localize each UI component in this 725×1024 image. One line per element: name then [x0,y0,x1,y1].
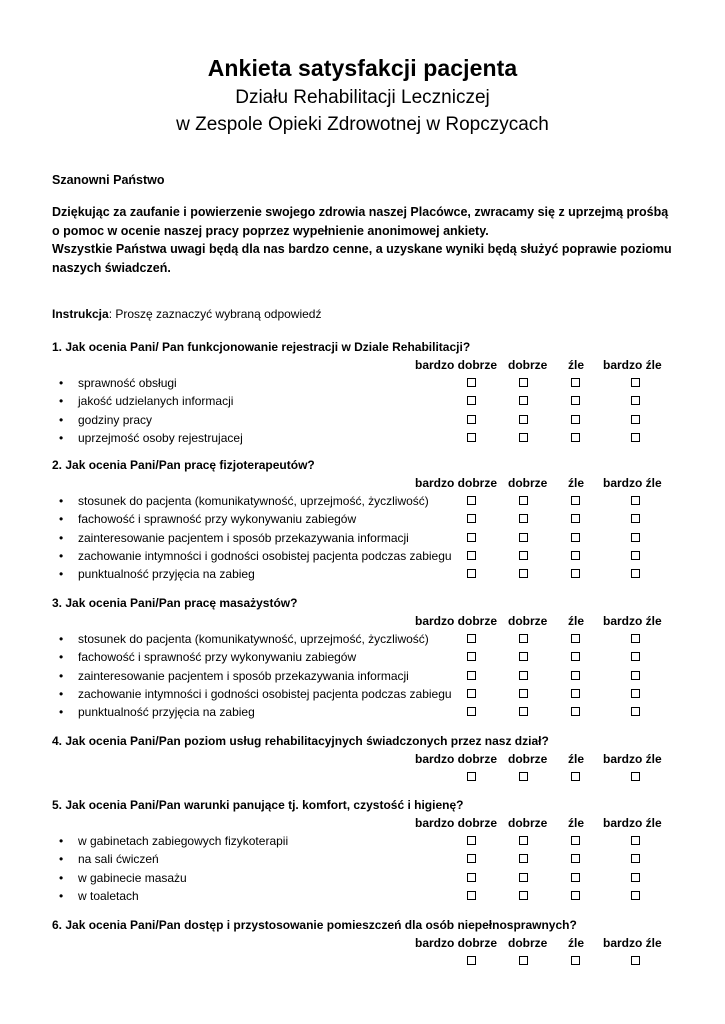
checkbox-very-good[interactable] [467,891,476,900]
checkbox-very-good[interactable] [467,396,476,405]
scale-label-good: dobrze [508,614,548,628]
checkbox-very-bad[interactable] [631,689,640,698]
question-row [52,630,672,648]
question-section [52,338,672,447]
checkbox-very-bad[interactable] [631,772,640,781]
question-row [52,529,672,547]
question-item-label: zachowanie intymności i godności osobistej pacjenta podczas zabiegu [78,686,452,701]
scale-label-very-good: bardzo dobrze [415,936,498,950]
question-item-label: sprawność obsługi [78,376,177,390]
checkbox-bad[interactable] [571,671,580,680]
scale-label-good: dobrze [508,752,548,766]
checkbox-very-bad[interactable] [631,873,640,882]
bullet-icon: • [59,650,64,665]
question-section [52,796,672,905]
scale-label-very-good: bardzo dobrze [415,816,498,830]
checkbox-good[interactable] [519,415,528,424]
question-item-label: stosunek do pacjenta (komunikatywność, uprzejmość, życzliwość) [78,494,429,508]
scale-label-good: dobrze [508,358,548,372]
question-row [52,565,672,583]
question-item-label: jakość udzielanych informacji [78,394,234,409]
checkbox-bad[interactable] [571,415,580,424]
checkbox-good[interactable] [519,433,528,442]
scale-label-good: dobrze [508,816,548,830]
scale-label-very-good: bardzo dobrze [415,358,498,372]
question-row [52,392,672,410]
question-row [52,667,672,685]
question-row [52,648,672,666]
checkbox-good[interactable] [519,514,528,523]
intro-paragraph [52,203,682,277]
checkbox-good[interactable] [519,671,528,680]
question-row [52,685,672,703]
bullet-icon: • [59,632,64,646]
scale-label-good: dobrze [508,476,548,490]
question-item-label: w gabinetach zabiegowych fizykoterapii [78,834,289,848]
checkbox-very-good[interactable] [467,873,476,882]
scale-label-bad: źle [568,816,585,830]
scale-label-good: dobrze [508,936,548,950]
checkbox-bad[interactable] [571,956,580,965]
rating-scale-header [52,612,672,630]
checkbox-bad[interactable] [571,873,580,882]
question-item-label: fachowość i sprawność przy wykonywaniu zabiegów [78,512,357,527]
checkbox-bad[interactable] [571,652,580,661]
checkbox-good[interactable] [519,689,528,698]
question-item-label: w gabinecie masażu [78,870,187,885]
scale-label-very-bad: bardzo źle [603,358,662,372]
question-item-label: zainteresowanie pacjentem i sposób przekazywania informacji [78,530,409,545]
question-item-label: godziny pracy [78,412,153,427]
checkbox-good[interactable] [519,533,528,542]
instruction-label: Instrukcja [52,307,109,321]
question-section [52,732,672,786]
checkbox-bad[interactable] [571,433,580,442]
bullet-icon: • [59,705,64,720]
bullet-icon: • [59,834,64,848]
question-row [52,850,672,868]
question-title: 3. Jak ocenia Pani/Pan pracę masażystów? [52,596,298,610]
question-row [52,510,672,528]
checkbox-bad[interactable] [571,533,580,542]
checkbox-very-bad[interactable] [631,891,640,900]
intro-line: Dziękując za zaufanie i powierzenie swojego zdrowia naszej Placówce, zwracamy się z uprzejmą prośbą [52,205,669,219]
intro-line: Wszystkie Państwa uwagi będą dla nas bardzo cenne, a uzyskane wyniki będą służyć poprawie poziomu [52,242,672,256]
scale-label-bad: źle [568,614,585,628]
checkbox-good[interactable] [519,836,528,845]
checkbox-bad[interactable] [571,378,580,387]
question-item-label: zainteresowanie pacjentem i sposób przekazywania informacji [78,668,409,683]
bullet-icon: • [59,852,64,867]
scale-label-bad: źle [568,476,585,490]
question-item-label: punktualność przyjęcia na zabieg [78,705,255,720]
scale-label-very-good: bardzo dobrze [415,476,498,490]
rating-scale-header [52,474,672,492]
checkbox-very-good[interactable] [467,707,476,716]
checkbox-very-bad[interactable] [631,514,640,523]
checkbox-very-bad[interactable] [631,533,640,542]
checkbox-good[interactable] [519,496,528,505]
page-subtitle-department: Działu Rehabilitacji Leczniczej [235,87,490,108]
checkbox-bad[interactable] [571,496,580,505]
checkbox-very-bad[interactable] [631,415,640,424]
bullet-icon: • [59,668,64,683]
checkbox-bad[interactable] [571,551,580,560]
question-row [52,492,672,510]
checkbox-very-good[interactable] [467,551,476,560]
scale-label-bad: źle [568,358,585,372]
checkbox-bad[interactable] [571,772,580,781]
question-row [52,703,672,721]
checkbox-very-good[interactable] [467,652,476,661]
greeting: Szanowni Państwo [52,173,165,187]
question-row [52,374,672,392]
instruction [52,307,321,321]
checkbox-very-bad[interactable] [631,569,640,578]
question-item-label: fachowość i sprawność przy wykonywaniu zabiegów [78,650,357,665]
scale-label-very-bad: bardzo źle [603,476,662,490]
scale-label-bad: źle [568,936,585,950]
question-item-label: stosunek do pacjenta (komunikatywność, uprzejmość, życzliwość) [78,632,429,646]
bullet-icon: • [59,494,64,508]
intro-line: o pomoc w ocenie naszej pracy poprzez wypełnienie anonimowej ankiety. [52,223,489,238]
checkbox-very-bad[interactable] [631,396,640,405]
question-item-label: na sali ćwiczeń [78,852,159,867]
bullet-icon: • [59,548,64,563]
checkbox-bad[interactable] [571,836,580,845]
bullet-icon: • [59,567,64,582]
question-item-label: uprzejmość osoby rejestrujacej [78,430,243,445]
checkbox-very-good[interactable] [467,671,476,680]
question-row [52,429,672,447]
checkbox-very-good[interactable] [467,836,476,845]
scale-label-very-bad: bardzo źle [603,816,662,830]
checkbox-bad[interactable] [571,634,580,643]
question-section [52,594,672,721]
checkbox-bad[interactable] [571,689,580,698]
question-row [52,411,672,429]
question-item-label: punktualność przyjęcia na zabieg [78,567,255,582]
question-row [52,547,672,565]
checkbox-very-good[interactable] [467,533,476,542]
question-row [52,832,672,850]
checkbox-very-good[interactable] [467,496,476,505]
question-title: 2. Jak ocenia Pani/Pan pracę fizjoterapeutów? [52,458,315,472]
instruction-text: : Proszę zaznaczyć wybraną odpowiedź [108,307,322,321]
checkbox-very-good[interactable] [467,514,476,523]
checkbox-very-bad[interactable] [631,836,640,845]
checkbox-good[interactable] [519,551,528,560]
question-title: 1. Jak ocenia Pani/ Pan funkcjonowanie rejestracji w Dziale Rehabilitacji? [52,340,471,354]
checkbox-very-good[interactable] [467,772,476,781]
checkbox-bad[interactable] [571,514,580,523]
checkbox-very-good[interactable] [467,569,476,578]
checkbox-bad[interactable] [571,707,580,716]
bullet-icon: • [59,376,64,390]
checkbox-very-good[interactable] [467,415,476,424]
checkbox-bad[interactable] [571,891,580,900]
bullet-icon: • [59,870,64,885]
checkbox-very-good[interactable] [467,689,476,698]
rating-scale-header [52,356,672,374]
bullet-icon: • [59,512,64,527]
checkbox-good[interactable] [519,378,528,387]
checkbox-good[interactable] [519,652,528,661]
question-row [52,768,672,786]
checkbox-very-bad[interactable] [631,671,640,680]
checkbox-good[interactable] [519,634,528,643]
scale-label-very-good: bardzo dobrze [415,752,498,766]
scale-label-bad: źle [568,752,585,766]
bullet-icon: • [59,412,64,427]
checkbox-very-bad[interactable] [631,551,640,560]
scale-label-very-bad: bardzo źle [603,936,662,950]
question-row [52,869,672,887]
checkbox-bad[interactable] [571,569,580,578]
checkbox-very-bad[interactable] [631,433,640,442]
rating-scale-header [52,750,672,768]
question-item-label: w toaletach [78,888,139,903]
title-block [0,52,725,138]
rating-scale-header [52,934,672,952]
checkbox-very-bad[interactable] [631,378,640,387]
checkbox-good[interactable] [519,772,528,781]
checkbox-good[interactable] [519,569,528,578]
checkbox-very-bad[interactable] [631,634,640,643]
question-item-label: zachowanie intymności i godności osobistej pacjenta podczas zabiegu [78,548,452,563]
bullet-icon: • [59,394,64,409]
bullet-icon: • [59,530,64,545]
bullet-icon: • [59,430,64,445]
checkbox-good[interactable] [519,854,528,863]
checkbox-very-bad[interactable] [631,496,640,505]
question-section [52,916,672,970]
bullet-icon: • [59,686,64,701]
scale-label-very-bad: bardzo źle [603,614,662,628]
bullet-icon: • [59,888,64,903]
checkbox-good[interactable] [519,873,528,882]
checkbox-good[interactable] [519,956,528,965]
checkbox-good[interactable] [519,707,528,716]
question-title: 6. Jak ocenia Pani/Pan dostęp i przystosowanie pomieszczeń dla osób niepełnosprawnych? [52,918,577,932]
intro-line: naszych świadczeń. [52,260,171,275]
scale-label-very-bad: bardzo źle [603,752,662,766]
rating-scale-header [52,814,672,832]
checkbox-good[interactable] [519,396,528,405]
page-title: Ankieta satysfakcji pacjenta [207,55,518,81]
page-subtitle-institution: w Zespole Opieki Zdrowotnej w Ropczycach [176,114,549,135]
checkbox-bad[interactable] [571,854,580,863]
question-row [52,887,672,905]
question-section [52,456,672,583]
checkbox-very-bad[interactable] [631,956,640,965]
checkbox-very-good[interactable] [467,433,476,442]
checkbox-very-bad[interactable] [631,707,640,716]
question-row [52,952,672,970]
checkbox-very-bad[interactable] [631,854,640,863]
checkbox-bad[interactable] [571,396,580,405]
checkbox-very-good[interactable] [467,378,476,387]
question-title: 4. Jak ocenia Pani/Pan poziom usług rehabilitacyjnych świadczonych przez nasz dział? [52,734,549,748]
scale-label-very-good: bardzo dobrze [415,614,498,628]
checkbox-very-good[interactable] [467,634,476,643]
checkbox-very-good[interactable] [467,854,476,863]
checkbox-very-good[interactable] [467,956,476,965]
checkbox-good[interactable] [519,891,528,900]
checkbox-very-bad[interactable] [631,652,640,661]
question-title: 5. Jak ocenia Pani/Pan warunki panujące tj. komfort, czystość i higienę? [52,798,464,812]
